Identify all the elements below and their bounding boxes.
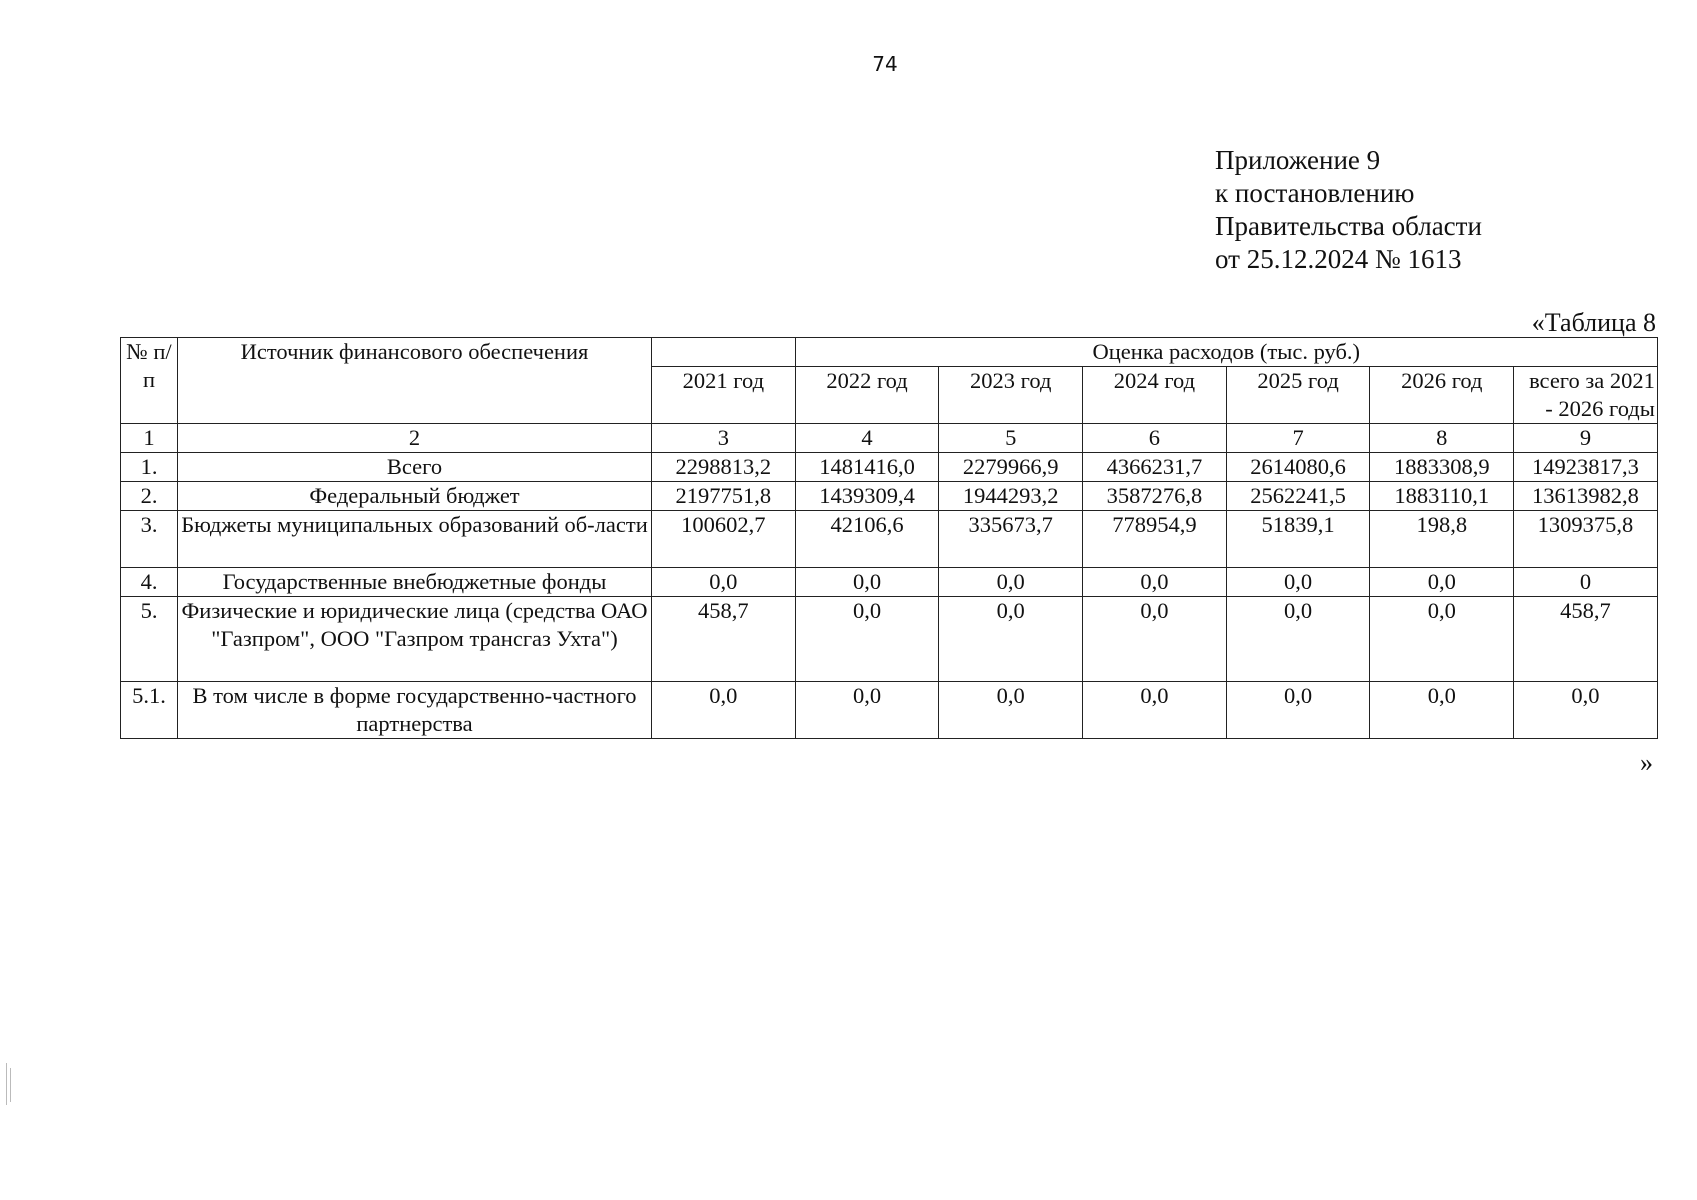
- value-cell: 4366231,7: [1083, 453, 1227, 482]
- table-row: [121, 682, 1658, 739]
- value-cell: 0,0: [652, 682, 796, 739]
- value-cell: 0,0: [795, 568, 939, 597]
- header-blank-cell: [652, 338, 796, 367]
- header-num: № п/п: [121, 338, 178, 424]
- column-number: 2: [178, 424, 652, 453]
- value-cell: 0,0: [939, 597, 1083, 682]
- row-number: 5.1.: [121, 682, 178, 739]
- column-number: 3: [652, 424, 796, 453]
- column-number: 4: [795, 424, 939, 453]
- header-row-1: [121, 338, 1658, 367]
- value-cell-total: 14923817,3: [1514, 453, 1658, 482]
- row-source: В том числе в форме государственно-частного партнерства: [178, 682, 652, 739]
- value-cell: 2562241,5: [1226, 482, 1370, 511]
- value-cell: 2279966,9: [939, 453, 1083, 482]
- value-cell: 0,0: [1226, 597, 1370, 682]
- table-row: [121, 568, 1658, 597]
- value-cell: 0,0: [1370, 597, 1514, 682]
- value-cell: 458,7: [652, 597, 796, 682]
- table-row: [121, 482, 1658, 511]
- value-cell: 42106,6: [795, 511, 939, 568]
- column-number: 1: [121, 424, 178, 453]
- column-number: 9: [1514, 424, 1658, 453]
- value-cell: 3587276,8: [1083, 482, 1227, 511]
- value-cell: 0,0: [939, 568, 1083, 597]
- value-cell: 1883308,9: [1370, 453, 1514, 482]
- value-cell: 0,0: [1226, 682, 1370, 739]
- value-cell: 2614080,6: [1226, 453, 1370, 482]
- value-cell: 0,0: [1226, 568, 1370, 597]
- value-cell-total: 1309375,8: [1514, 511, 1658, 568]
- header-total: всего за 2021 - 2026 годы: [1514, 367, 1658, 424]
- header-year: 2025 год: [1226, 367, 1370, 424]
- value-cell: 0,0: [1370, 682, 1514, 739]
- value-cell: 778954,9: [1083, 511, 1227, 568]
- value-cell-total: 13613982,8: [1514, 482, 1658, 511]
- row-source: Всего: [178, 453, 652, 482]
- row-source: Бюджеты муниципальных образований об-ласти: [178, 511, 652, 568]
- scan-artifact: [6, 1063, 7, 1105]
- value-cell: 2197751,8: [652, 482, 796, 511]
- header-year: 2021 год: [652, 367, 796, 424]
- column-number-row: [121, 424, 1658, 453]
- value-cell: 1439309,4: [795, 482, 939, 511]
- appendix-line-2: к постановлению: [1215, 178, 1415, 208]
- value-cell-total: 0: [1514, 568, 1658, 597]
- column-number: 6: [1083, 424, 1227, 453]
- value-cell: 0,0: [1083, 682, 1227, 739]
- header-source: Источник финансового обеспечения: [178, 338, 652, 424]
- appendix-line-1: Приложение 9: [1215, 145, 1381, 175]
- value-cell: 51839,1: [1226, 511, 1370, 568]
- appendix-line-3: Правительства области: [1215, 211, 1482, 241]
- value-cell: 1944293,2: [939, 482, 1083, 511]
- appendix-line-4: от 25.12.2024 № 1613: [1215, 244, 1462, 274]
- value-cell: 335673,7: [939, 511, 1083, 568]
- row-source: Физические и юридические лица (средства ОАО "Газпром", ООО "Газпром трансгаз Ухта"): [178, 597, 652, 682]
- value-cell: 0,0: [795, 597, 939, 682]
- appendix-block: [1215, 144, 1482, 276]
- value-cell: 1883110,1: [1370, 482, 1514, 511]
- row-number: 3.: [121, 511, 178, 568]
- value-cell-total: 0,0: [1514, 682, 1658, 739]
- row-number: 1.: [121, 453, 178, 482]
- closing-quote-mark: »: [1640, 748, 1653, 777]
- table-row: [121, 511, 1658, 568]
- value-cell: 0,0: [1083, 597, 1227, 682]
- row-source: Государственные внебюджетные фонды: [178, 568, 652, 597]
- finance-table: [120, 337, 1658, 739]
- value-cell: 0,0: [795, 682, 939, 739]
- row-number: 4.: [121, 568, 178, 597]
- value-cell: 198,8: [1370, 511, 1514, 568]
- value-cell: 0,0: [939, 682, 1083, 739]
- value-cell: 0,0: [652, 568, 796, 597]
- header-year: 2024 год: [1083, 367, 1227, 424]
- header-year: 2026 год: [1370, 367, 1514, 424]
- value-cell-total: 458,7: [1514, 597, 1658, 682]
- column-number: 8: [1370, 424, 1514, 453]
- row-source: Федеральный бюджет: [178, 482, 652, 511]
- row-number: 5.: [121, 597, 178, 682]
- header-year: 2023 год: [939, 367, 1083, 424]
- header-year: 2022 год: [795, 367, 939, 424]
- value-cell: 2298813,2: [652, 453, 796, 482]
- table-caption: «Таблица 8: [1531, 308, 1656, 337]
- value-cell: 0,0: [1370, 568, 1514, 597]
- column-number: 5: [939, 424, 1083, 453]
- table-row: [121, 453, 1658, 482]
- page-number: 74: [872, 52, 898, 76]
- value-cell: 100602,7: [652, 511, 796, 568]
- header-estimate: Оценка расходов (тыс. руб.): [795, 338, 1657, 367]
- column-number: 7: [1226, 424, 1370, 453]
- value-cell: 1481416,0: [795, 453, 939, 482]
- value-cell: 0,0: [1083, 568, 1227, 597]
- table-row: [121, 597, 1658, 682]
- scan-artifact: [10, 1068, 11, 1102]
- row-number: 2.: [121, 482, 178, 511]
